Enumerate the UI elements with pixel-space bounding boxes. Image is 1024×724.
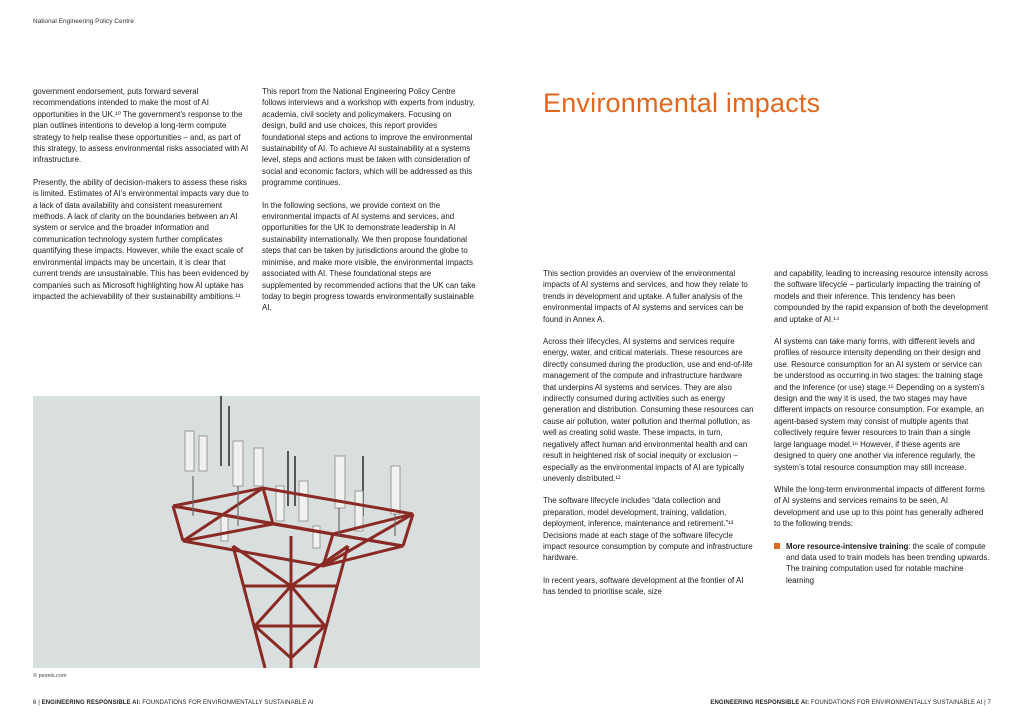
orange-square-bullet-icon [774,543,780,549]
tower-illustration [33,396,480,668]
page-number-left: 6 | [33,700,42,706]
footer-title-bold: ENGINEERING RESPONSIBLE AI: [41,700,141,706]
footer-subtitle: FOUNDATIONS FOR ENVIRONMENTALLY SUSTAINABLE AI [140,700,314,706]
paragraph: While the long-term environmental impacts of different forms of AI systems and services remains to be seen, AI development and use up to this point has generally adhered to the following trends: [774,484,985,529]
paragraph: Across their lifecycles, AI systems and services require energy, water, and critical materials. These resources are directly consumed during the production, use and end-of-life management of the compute and infrastructure hardware that underpins AI systems and services. They are also indirectly consumed during activities such as energy generation and distribution. Consuming these resources can cause air pollution, water pollution and thermal pollution, as well as creating solid waste. These impacts, in turn, negatively affect human and environmental health and can result in heightened risk of social inequity or exclusion – especially as the environmental impacts of AI are typically unevenly distributed.¹² [543,337,754,483]
paragraph: and capability, leading to increasing resource intensity across the software lifecycle – particularly impacting the training of models and their inference. This tendency has been compounded by the rapid expansion of both the development and uptake of AI.¹⁴ [774,269,989,324]
page-number-right: | 7 [982,700,991,706]
telecom-tower-photo [33,396,480,668]
footer-left [33,700,314,706]
paragraph: The software lifecycle includes “data collection and preparation, model development, training, validation, deployment, inference, maintenance and retirement.”¹³ Decisions made at each stage of the software lifecycle impact resource consumption by compute and infrastructure hardware. [543,496,753,563]
photo-credit: © pexels.com [33,673,67,679]
section-title: Environmental impacts [543,88,821,118]
paragraph: AI systems can take many forms, with different levels and profiles of resource intensity depending on their design and use. Resource consumption for an AI system or service can be understood as occurring in two stages: the training stage and the inference (or use) stage.¹⁵ Depending on a system’s design and the way it is used, the two stages may have different impacts on resource consumption. For example, an agent-based system may consist of multiple agents that collectively require fewer resources to train than a single large language model.¹⁶ However, if these agents are designed to query one another via inference regularly, the system’s total resource consumption may still increase. [774,337,985,472]
footer-subtitle: FOUNDATIONS FOR ENVIRONMENTALLY SUSTAINABLE AI [809,700,983,706]
bullet-text: : the scale of compute and data used to train models has been trending upwards. The training computation used for notable machine learning [786,541,990,585]
left-page-column-1 [33,86,249,313]
paragraph: Presently, the ability of decision-makers to assess these risks is limited. Estimates of AI’s environmental impacts vary due to a lack of data availability and consistent measurement methods. A lack of clarity on the boundaries between an AI system or service and the broader information and communication technology system further complicates quantifying these impacts. However, while the exact scale of environmental impacts may be uncertain, it is clear that current trends are unsustainable. This has been evidenced by companies such as Microsoft highlighting how AI uptake has impacted the achievability of their sustainability ambitions.¹¹ [33,177,249,301]
right-page-column-2 [774,268,990,597]
running-header: National Engineering Policy Centre [33,18,134,25]
paragraph: This section provides an overview of the environmental impacts of AI systems and services, and how they relate to trends in development and uptake. A fuller analysis of the environmental impacts of AI systems and services can be found in Annex A. [543,269,748,324]
paragraph: This report from the National Engineering Policy Centre follows interviews and a workshop with experts from industry, academia, civil society and policymakers. Focusing on design, build and use choices, this report provides foundational steps and actions to improve the environmental sustainability of AI. To achieve AI sustainability at a systems level, steps and actions must be taken with consideration of social and economic factors, which will be addressed as this programme continues. [262,87,475,188]
footer-title-bold: ENGINEERING RESPONSIBLE AI: [710,700,810,706]
paragraph: government endorsement, puts forward several recommendations intended to make the most of AI opportunities in the UK.¹⁰ The government’s response to the plan outlines intentions to develop a long-term compute strategy to help realise these opportunities – and, as part of this strategy, to assess environmental risks associated with AI infrastructure. [33,87,249,165]
bullet-heading: More resource-intensive training [786,541,909,551]
footer-right [710,700,991,706]
left-page-column-2 [262,86,478,325]
bullet-list-item [774,541,990,587]
paragraph: In the following sections, we provide context on the environmental impacts of AI systems and services, and opportunities for the UK to demonstrate leadership in AI sustainability internationally. We then propose foundational steps that can be taken by jurisdictions around the globe to minimise, and make more visible, the environmental impacts associated with AI. These foundational steps are supplemented by recommended actions that the UK can take today to begin progress towards environmentally sustainable AI. [262,200,476,313]
right-page-column-1 [543,268,757,609]
paragraph: In recent years, software development at the frontier of AI has tended to prioritise scale, size [543,575,744,597]
